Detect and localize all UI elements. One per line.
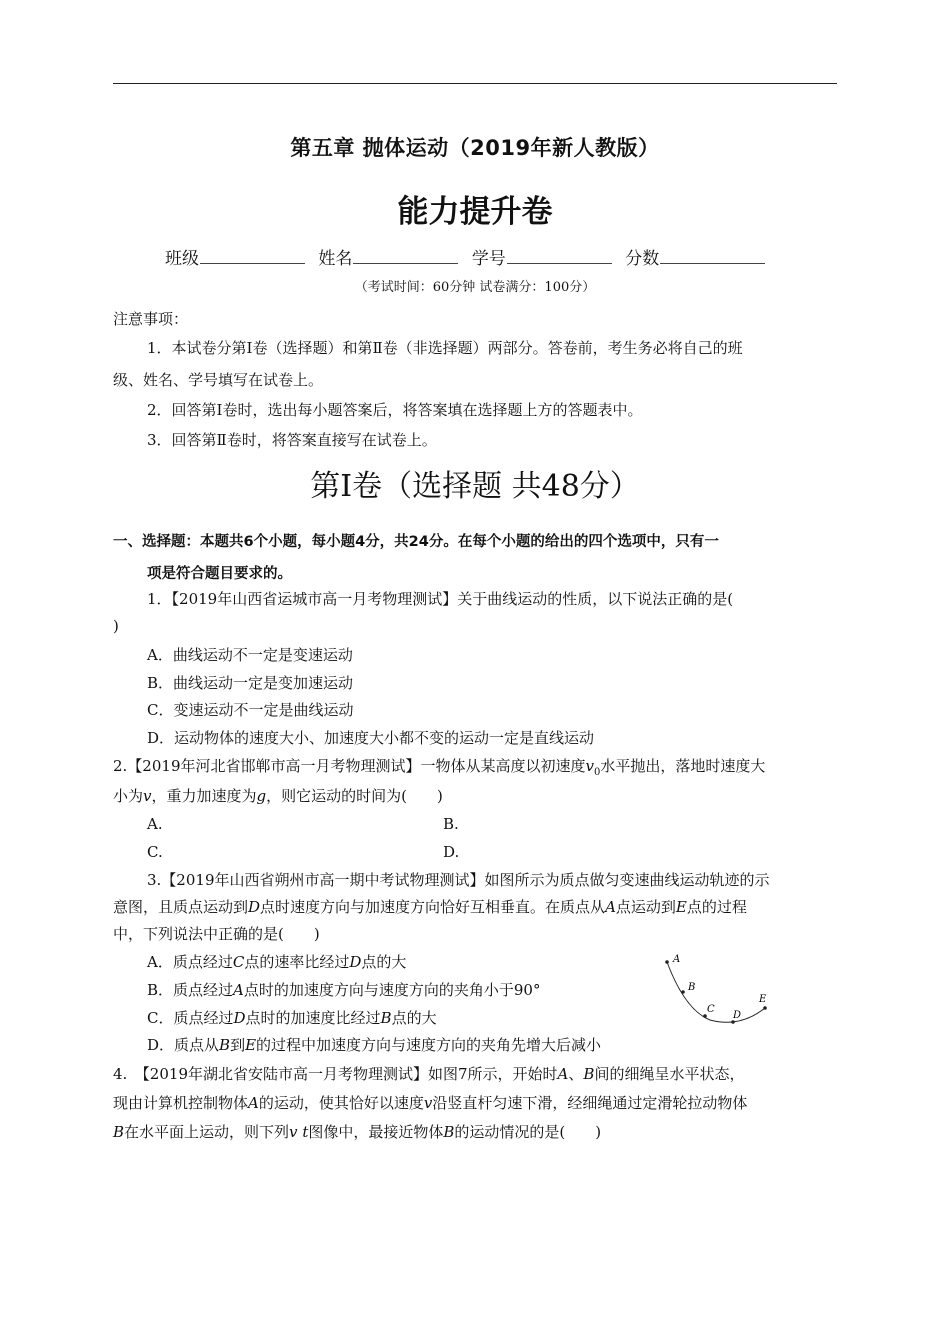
- exam-subtitle: 能力提升卷: [397, 194, 553, 230]
- q4-b: B: [583, 1065, 595, 1083]
- student-info-fields: [165, 244, 773, 269]
- q2-option-c: C.: [147, 843, 163, 861]
- exam-title: 第五章 抛体运动（2019年新人教版）: [290, 136, 660, 160]
- q3-a-post: 点的大: [361, 953, 407, 971]
- field-id-label: 学号: [471, 249, 506, 269]
- field-id[interactable]: [472, 244, 612, 269]
- point-e: [763, 1006, 767, 1010]
- q4-text-h: 的运动情况的是( ): [454, 1123, 602, 1141]
- q3-e: E: [675, 898, 687, 916]
- q3-text-d: 点的过程: [686, 898, 747, 916]
- q2-v: v: [143, 787, 152, 805]
- q3-option-b: [147, 979, 540, 1000]
- q4-text-e: 沿竖直杆匀速下滑，经细绳通过定滑轮拉动物体: [432, 1094, 748, 1112]
- q4-a2: A: [248, 1094, 259, 1112]
- q1-stem-line-2: ): [113, 617, 119, 635]
- q2-text-c: 小为: [113, 787, 144, 805]
- q4-b3: B: [113, 1123, 125, 1141]
- q4-text-d: 的运动，使其恰好以速度: [258, 1094, 424, 1112]
- section-instruction-line-2: 项是符合题目要求的。: [147, 566, 292, 582]
- q1-stem-line-1: 1．【2019年山西省运城市高一月考物理测试】关于曲线运动的性质，以下说法正确的是(: [147, 590, 734, 608]
- q3-option-a: [147, 951, 406, 972]
- q4-text-f: 在水平面上运动，则下列: [124, 1123, 290, 1141]
- q3-d-b: B: [219, 1036, 231, 1054]
- field-class-line: [200, 249, 305, 264]
- field-class-label: 班级: [165, 249, 199, 269]
- q2-text-d: ，重力加速度为: [151, 787, 257, 805]
- q3-option-d: [147, 1034, 601, 1055]
- q2-g: g: [256, 787, 267, 805]
- q2-option-d: D.: [443, 843, 460, 861]
- field-score[interactable]: [625, 244, 765, 269]
- q2-stem-line-2: [113, 785, 443, 806]
- q3-a-pre: A．质点经过: [147, 953, 233, 971]
- q3-d-mid: 到: [230, 1036, 246, 1054]
- field-name-line: [353, 249, 458, 264]
- field-id-line: [507, 249, 612, 264]
- point-b: [681, 990, 685, 994]
- field-score-line: [660, 249, 765, 264]
- label-e: E: [759, 994, 767, 1005]
- q4-t: t: [302, 1123, 309, 1141]
- q4-b4: B: [443, 1123, 455, 1141]
- q3-a-c: C: [232, 953, 245, 971]
- notes-item-3: 3．回答第Ⅱ卷时，将答案直接写在试卷上。: [147, 431, 437, 449]
- field-name-label: 姓名: [318, 249, 353, 269]
- q3-b-post: 点时的加速度方向与速度方向的夹角小于90°: [243, 981, 541, 999]
- q3-stem-line-3: 中，下列说法中正确的是( ): [113, 925, 320, 943]
- q4-stem-line-3: [113, 1121, 601, 1142]
- q3-c-b: B: [380, 1009, 392, 1027]
- q3-b-pre: B．质点经过: [147, 981, 234, 999]
- notes-item-1-line-2: 级、姓名、学号填写在试卷上。: [113, 371, 324, 389]
- q3-option-c: [147, 1007, 437, 1028]
- q3-d: D: [248, 898, 261, 916]
- q3-a-d: D: [349, 953, 362, 971]
- q3-c-post: 点的大: [391, 1009, 437, 1027]
- q3-text-b: 点时速度方向与加速度方向恰好互相垂直。在质点从: [260, 898, 606, 916]
- q4-text-c: 现由计算机控制物体: [113, 1094, 249, 1112]
- q3-a: A: [605, 898, 616, 916]
- q2-v0: v: [585, 757, 594, 775]
- q4-v2: v: [289, 1123, 298, 1141]
- q3-text-c: 点运动到: [615, 898, 676, 916]
- q2-text-a: 2.【2019年河北省邯郸市高一月考物理测试】一物体从某高度以初速度: [113, 757, 586, 775]
- q2-text-e: ，则它运动的时间为( ): [266, 787, 443, 805]
- label-c: C: [707, 1004, 715, 1015]
- q2-text-b: 水平抛出，落地时速度大: [600, 757, 766, 775]
- label-d: D: [733, 1010, 742, 1021]
- notes-item-1-line-1: 1．本试卷分第Ⅰ卷（选择题）和第Ⅱ卷（非选择题）两部分。答卷前，考生务必将自己的班: [147, 339, 743, 357]
- field-name[interactable]: [318, 244, 458, 269]
- q3-a-mid: 点的速率比经过: [244, 953, 350, 971]
- q3-stem-line-2: [113, 896, 747, 917]
- q3-c-d: D: [233, 1009, 246, 1027]
- field-score-label: 分数: [625, 249, 660, 269]
- q2-v0-sub: 0: [593, 767, 601, 778]
- q4-text-b: 间的细绳呈水平状态，: [594, 1065, 745, 1083]
- q4-sep: 、: [568, 1065, 584, 1083]
- q4-stem-line-1: [113, 1063, 744, 1084]
- exam-info: （考试时间：60分钟 试卷满分：100分）: [354, 280, 596, 295]
- q3-c-pre: C．质点经过: [147, 1009, 234, 1027]
- q1-option-c: C．变速运动不一定是曲线运动: [147, 701, 354, 719]
- q2-option-a: A.: [147, 815, 163, 833]
- q3-d-pre: D．质点从: [147, 1036, 220, 1054]
- q2-option-b: B.: [443, 815, 459, 833]
- q3-c-mid: 点时的加速度比经过: [245, 1009, 381, 1027]
- q4-v: v: [423, 1094, 433, 1112]
- field-class[interactable]: [165, 244, 305, 269]
- q4-text-a: 4. 【2019年湖北省安陆市高一月考物理测试】如图7所示，开始时: [113, 1065, 558, 1083]
- point-a: [665, 960, 669, 964]
- q4-stem-line-2: [113, 1092, 747, 1113]
- section-title: 第Ⅰ卷（选择题 共48分）: [310, 469, 640, 504]
- q4-a: A: [557, 1065, 569, 1083]
- q2-stem-line-1: [113, 755, 765, 778]
- trajectory-diagram: [655, 950, 780, 1030]
- q3-text-a: 意图，且质点运动到: [113, 898, 249, 916]
- q3-d-post: 的过程中加速度方向与速度方向的夹角先增大后减小: [256, 1036, 602, 1054]
- q3-stem-line-1: 3.【2019年山西省朔州市高一期中考试物理测试】如图所示为质点做匀变速曲线运动轨迹的示: [147, 871, 770, 889]
- q4-text-g: 图像中，最接近物体: [308, 1123, 444, 1141]
- notes-heading: 注意事项：: [113, 310, 189, 328]
- label-a: A: [673, 954, 681, 965]
- section-instruction-line-1: 一、选择题：本题共6个小题，每小题4分，共24分。在每个小题的给出的四个选项中，只有一: [113, 534, 719, 550]
- q3-d-e: E: [245, 1036, 257, 1054]
- notes-item-2: 2．回答第Ⅰ卷时，选出每小题答案后，将答案填在选择题上方的答题表中。: [147, 401, 643, 419]
- label-b: B: [688, 982, 696, 993]
- q1-option-b: B．曲线运动一定是变加速运动: [147, 674, 354, 692]
- q3-b-a: A: [233, 981, 244, 999]
- top-rule: [113, 83, 837, 84]
- q1-option-d: D．运动物体的速度大小、加速度大小都不变的运动一定是直线运动: [147, 729, 595, 747]
- q1-option-a: A．曲线运动不一定是变速运动: [147, 646, 353, 664]
